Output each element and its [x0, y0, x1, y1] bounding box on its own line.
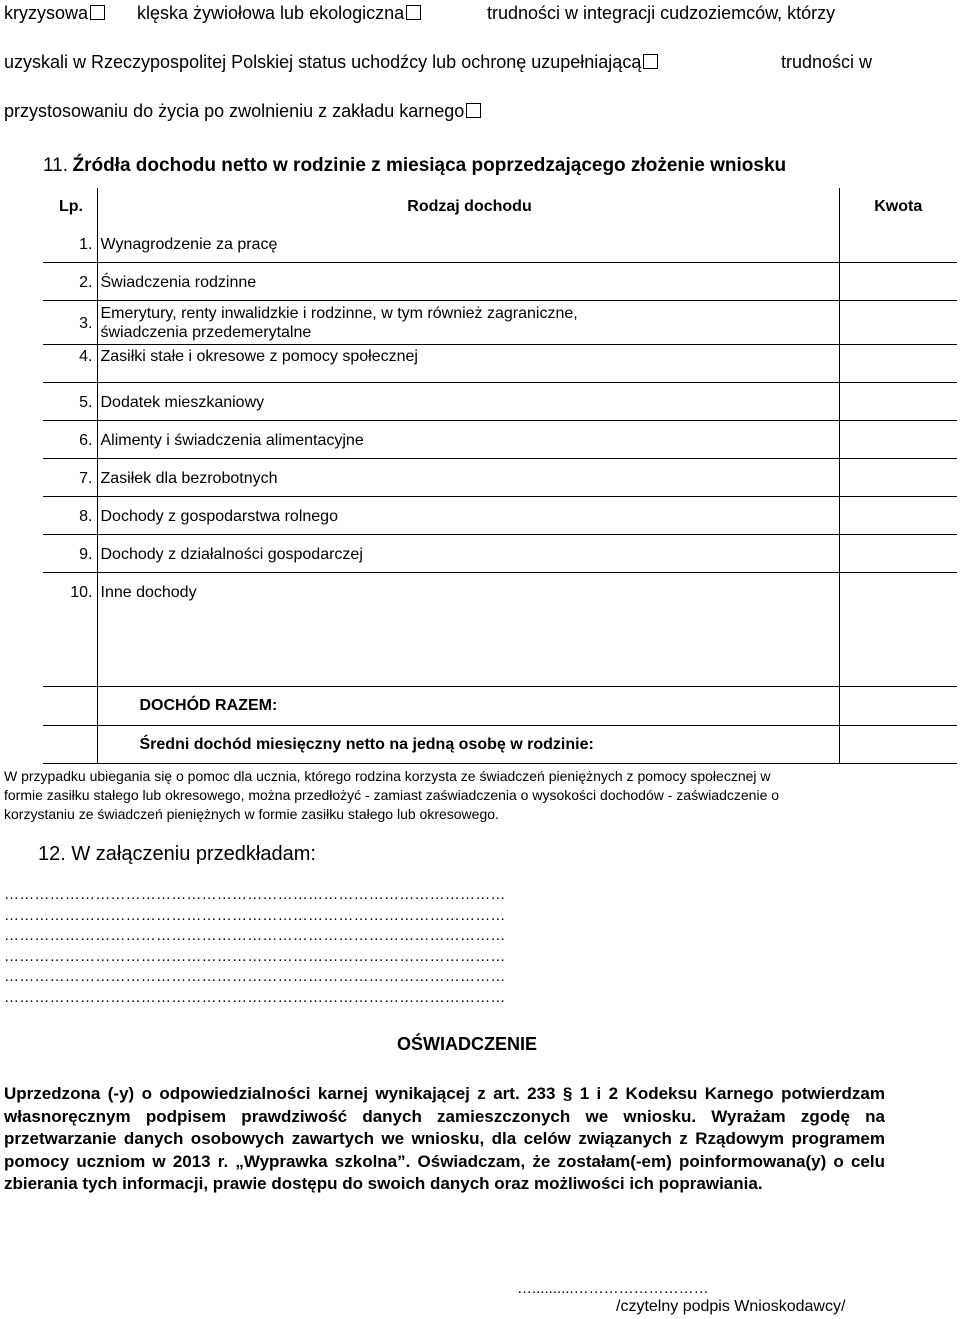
option-kleska-label: klęska żywiołowa lub ekologiczna	[137, 3, 405, 23]
header-type: Rodzaj dochodu	[97, 188, 839, 225]
row-income-type: Dochody z działalności gospodarczej	[97, 535, 839, 573]
section-11-number: 11.	[43, 155, 69, 176]
row-amount-cell[interactable]	[839, 497, 957, 535]
total-row	[43, 687, 957, 726]
row-amount-cell[interactable]	[839, 459, 957, 497]
total-label: DOCHÓD RAZEM:	[97, 687, 839, 726]
option-uchodzcy-label: uzyskali w Rzeczypospolitej Polskiej status uchodźcy lub ochronę uzupełniającą	[4, 52, 642, 72]
income-table	[43, 188, 957, 764]
signature-line[interactable]: …..........………………………	[517, 1280, 709, 1297]
attachment-line[interactable]: ………………………………………………………………………………………	[4, 906, 506, 924]
row-number: 5.	[43, 383, 97, 421]
declaration-heading: OŚWIADCZENIE	[397, 1034, 538, 1054]
average-label: Średni dochód miesięczny netto na jedną osobę w rodzinie:	[97, 726, 839, 764]
row-number: 9.	[43, 535, 97, 573]
row-amount-cell[interactable]	[839, 535, 957, 573]
social-assistance-note	[4, 767, 779, 824]
row-amount-cell[interactable]	[839, 345, 957, 383]
row-amount-cell[interactable]	[839, 301, 957, 345]
total-amount-cell[interactable]	[839, 687, 957, 726]
note-line: W przypadku ubiegania się o pomoc dla ucznia, którego rodzina korzysta ze świadczeń pieniężnych z pomocy społecznej w	[4, 768, 771, 784]
table-row	[43, 383, 957, 421]
row-income-type: Świadczenia rodzinne	[97, 263, 839, 301]
table-row	[43, 345, 957, 383]
row-amount-cell[interactable]	[839, 263, 957, 301]
row-income-type: Dodatek mieszkaniowy	[97, 383, 839, 421]
row-number: 3.	[43, 301, 97, 345]
table-row	[43, 301, 957, 345]
note-line: korzystaniu ze świadczeń pieniężnych w formie zasiłku stałego lub okresowego.	[4, 806, 499, 822]
table-row	[43, 535, 957, 573]
checkbox-kryzysowa[interactable]	[90, 5, 105, 20]
row-number: 4.	[43, 345, 97, 383]
option-zaklad-karny-label-start: trudności w	[781, 52, 873, 72]
table-row	[43, 225, 957, 263]
note-line: formie zasiłku stałego lub okresowego, można przedłożyć - zamiast zaświadczenia o wysokości dochodów - zaświadczenie o	[4, 787, 780, 803]
row-income-type: Zasiłki stałe i okresowe z pomocy społecznej	[97, 345, 839, 383]
checkbox-kleska[interactable]	[406, 5, 421, 20]
declaration-text: Uprzedzona (-y) o odpowiedzialności karnej wynikającej z art. 233 § 1 i 2 Kodeksu Karnego potwierdzam własnoręcznym podpisem prawdziwość danych zamieszczonych we wniosku. Wyrażam zgodę na przetwarzanie danych osobowych zawartych we wniosku, dla celów związanych z Rządowym programem pomocy uczniom w 2013 r. „Wyprawka szkolna”. Oświadczam, że zostałam(-em) poinformowana(y) o celu zbierania tych informacji, prawie dostępu do swoich danych oraz możliwości ich poprawiania.	[4, 1084, 885, 1193]
row-amount-cell[interactable]	[839, 421, 957, 459]
attachment-line[interactable]: ………………………………………………………………………………………	[4, 927, 506, 944]
header-line-3	[4, 101, 481, 122]
section-12-number: 12.	[38, 843, 66, 865]
row-income-type: Dochody z gospodarstwa rolnego	[97, 497, 839, 535]
attachment-line[interactable]: ………………………………………………………………………………………	[4, 968, 506, 985]
row-income-type: Inne dochody	[97, 573, 839, 687]
checkbox-zaklad-karny[interactable]	[466, 103, 481, 118]
header-line-1-b	[137, 3, 421, 24]
row-number: 10.	[43, 573, 97, 687]
option-cudzoziemcy-label: trudności w integracji cudzoziemców, którzy	[487, 3, 836, 23]
attachments-list	[4, 885, 506, 1008]
section-12-heading	[38, 843, 316, 866]
row-income-type: Emerytury, renty inwalidzkie i rodzinne, w tym również zagraniczne, świadczenia przedemerytalne	[97, 301, 839, 345]
attachment-line[interactable]: ………………………………………………………………………………………	[4, 947, 506, 965]
row-number: 2.	[43, 263, 97, 301]
row-amount-cell[interactable]	[839, 573, 957, 687]
row-income-type: Alimenty i świadczenia alimentacyjne	[97, 421, 839, 459]
header-amount: Kwota	[839, 188, 957, 225]
attachment-line[interactable]: ………………………………………………………………………………………	[4, 988, 506, 1006]
row-number: 1.	[43, 225, 97, 263]
option-zaklad-karny-label: przystosowaniu do życia po zwolnieniu z zakładu karnego	[4, 101, 465, 121]
header-lp: Lp.	[59, 197, 83, 215]
row-number: 6.	[43, 421, 97, 459]
attachment-line[interactable]: ………………………………………………………………………………………	[4, 886, 506, 903]
table-row	[43, 263, 957, 301]
row-amount-cell[interactable]	[839, 225, 957, 263]
table-row	[43, 421, 957, 459]
row-number: 7.	[43, 459, 97, 497]
section-12-title: W załączeniu przedkładam:	[71, 843, 316, 865]
table-row	[43, 497, 957, 535]
header-line-1	[4, 3, 105, 24]
signature-label: /czytelny podpis Wnioskodawcy/	[616, 1298, 846, 1315]
average-row	[43, 726, 957, 764]
row-number: 8.	[43, 497, 97, 535]
checkbox-cudzoziemcy[interactable]	[643, 54, 658, 69]
header-line-2	[4, 52, 658, 73]
row-amount-cell[interactable]	[839, 383, 957, 421]
section-11-heading	[43, 155, 786, 177]
income-table-header	[43, 188, 957, 225]
section-11-title: Źródła dochodu netto w rodzinie z miesiąca poprzedzającego złożenie wniosku	[72, 155, 787, 176]
table-row	[43, 573, 957, 687]
row-income-type: Zasiłek dla bezrobotnych	[97, 459, 839, 497]
table-row	[43, 459, 957, 497]
option-kryzysowa-label: kryzysowa	[4, 3, 89, 23]
average-amount-cell[interactable]	[839, 726, 957, 764]
row-income-type: Wynagrodzenie za pracę	[97, 225, 839, 263]
